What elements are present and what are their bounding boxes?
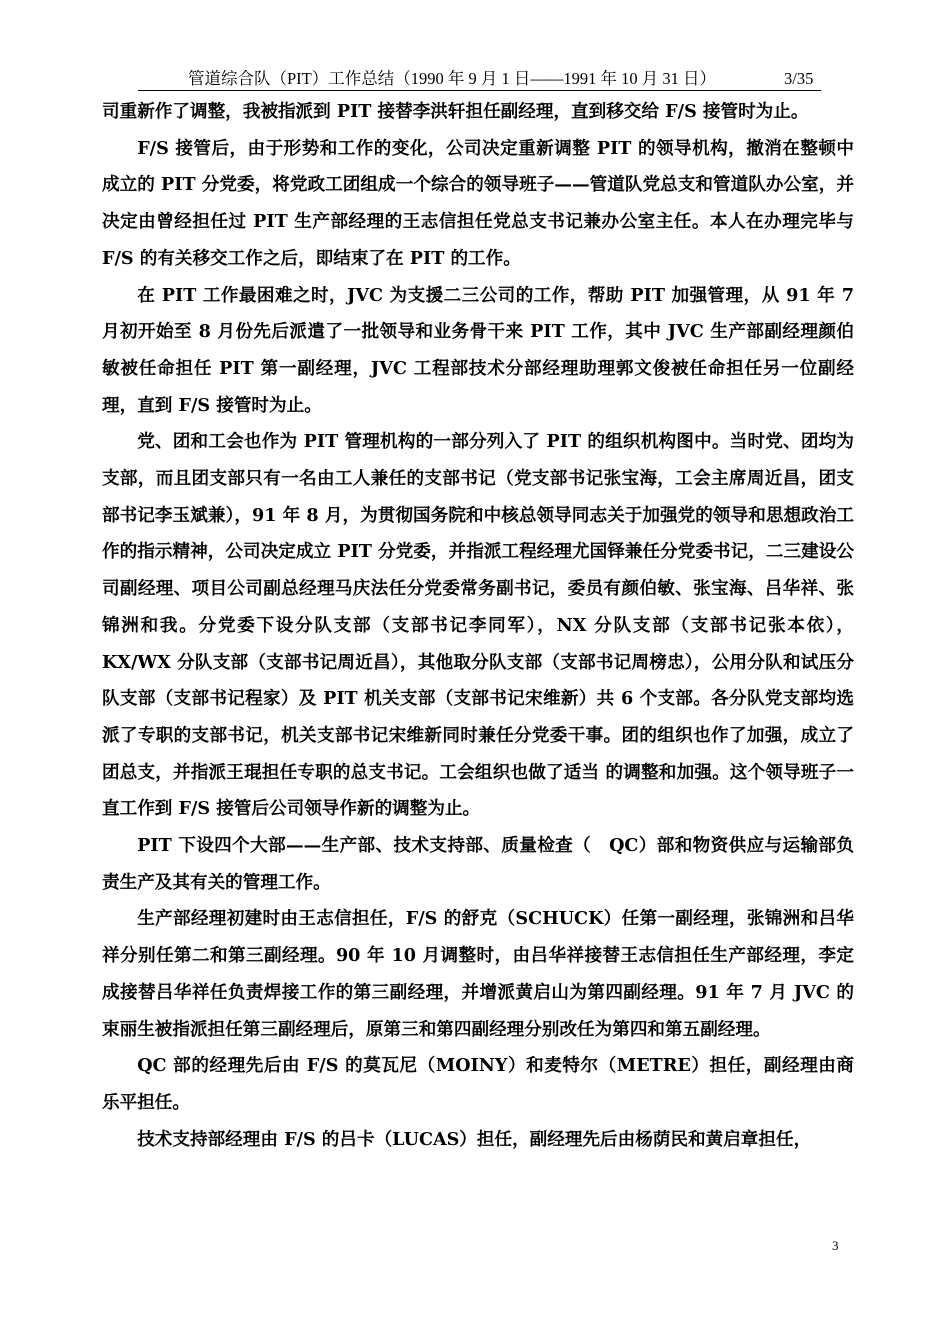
paragraph: 技术支持部经理由 F/S 的吕卡（LUCAS）担任，副经理先后由杨荫民和黄启章担任，	[137, 1128, 812, 1150]
paragraph: 生产部经理初建时由王志信担任，F/S 的舒克（SCHUCK）任第一副经理，张锦洲和吕华祥分别任第二和第三副经理。90 年 10 月调整时，由吕华祥接替王志信担任生产部经理，李定成接替吕华祥任负责焊接工作的第三副经理，并增派黄启山为第四副经理。91 年 7 月 JVC 的束丽生被指派担任第三副经理后，原第三和第四副经理分别改任为第四和第五副经理。	[102, 908, 854, 1040]
page-header	[138, 66, 838, 92]
paragraph: QC 部的经理先后由 F/S 的莫瓦尼（MOINY）和麦特尔（METRE）担任，副经理由商乐平担任。	[102, 1055, 854, 1113]
header-rule	[138, 90, 821, 91]
paragraph: F/S 接管后，由于形势和工作的变化，公司决定重新调整 PIT 的领导机构，撤消在整顿中成立的 PIT 分党委，将党政工团组成一个综合的领导班子——管道队党总支和管道队办公室，并决定由曾经担任过 PIT 生产部经理的王志信担任党总支书记兼办公室主任。本人在办理完毕与 F/S 的有关移交工作之后，即结束了在 PIT 的工作。	[102, 137, 854, 269]
paragraph: 在 PIT 工作最困难之时，JVC 为支援二三公司的工作，帮助 PIT 加强管理，从 91 年 7 月初开始至 8 月份先后派遣了一批领导和业务骨干来 PIT 工作，其中 JVC 生产部副经理颜伯敏被任命担任 PIT 第一副经理，JVC 工程部技术分部经理助理郭文俊被任命担任另一位副经理，直到 F/S 接管时为止。	[102, 284, 854, 416]
header-title: 管道综合队（PIT）工作总结（1990 年 9 月 1 日——1991 年 10 月 31 日）	[188, 69, 716, 88]
paragraph: 党、团和工会也作为 PIT 管理机构的一部分列入了 PIT 的组织机构图中。当时党、团均为支部，而且团支部只有一名由工人兼任的支部书记（党支部书记张宝海，工会主席周近昌，团支部书记李玉斌兼），91 年 8 月，为贯彻国务院和中核总领导同志关于加强党的领导和思想政治工作的指示精神，公司决定成立 PIT 分党委，并指派工程经理尤国铎兼任分党委书记，二三建设公司副经理、项目公司副总经理马庆法任分党委常务副书记，委员有颜伯敏、张宝海、吕华祥、张锦洲和我。分党委下设分队支部（支部书记李同军），NX 分队支部（支部书记张本依），KX/WX 分队支部（支部书记周近昌），其他取分队支部（支部书记周榜忠），公用分队和试压分队支部（支部书记程家）及 PIT 机关支部（支部书记宋维新）共 6 个支部。各分队党支部均选派了专职的支部书记，机关支部书记宋维新同时兼任分党委干事。团的组织也作了加强，成立了团总支，并指派王琨担任专职的总支书记。工会组织也做了适当 的调整和加强。这个领导班子一直工作到 F/S 接管后公司领导作新的调整为止。	[102, 431, 854, 820]
footer-page-number: 3	[832, 1238, 839, 1253]
document-body	[102, 94, 854, 1158]
paragraph-continuation: 司重新作了调整，我被指派到 PIT 接替李洪轩担任副经理，直到移交给 F/S 接管时为止。	[102, 101, 809, 122]
paragraph: PIT 下设四个大部——生产部、技术支持部、质量检查（ QC）部和物资供应与运输部负责生产及其有关的管理工作。	[102, 835, 854, 893]
header-page-ref: 3/35	[784, 69, 814, 88]
